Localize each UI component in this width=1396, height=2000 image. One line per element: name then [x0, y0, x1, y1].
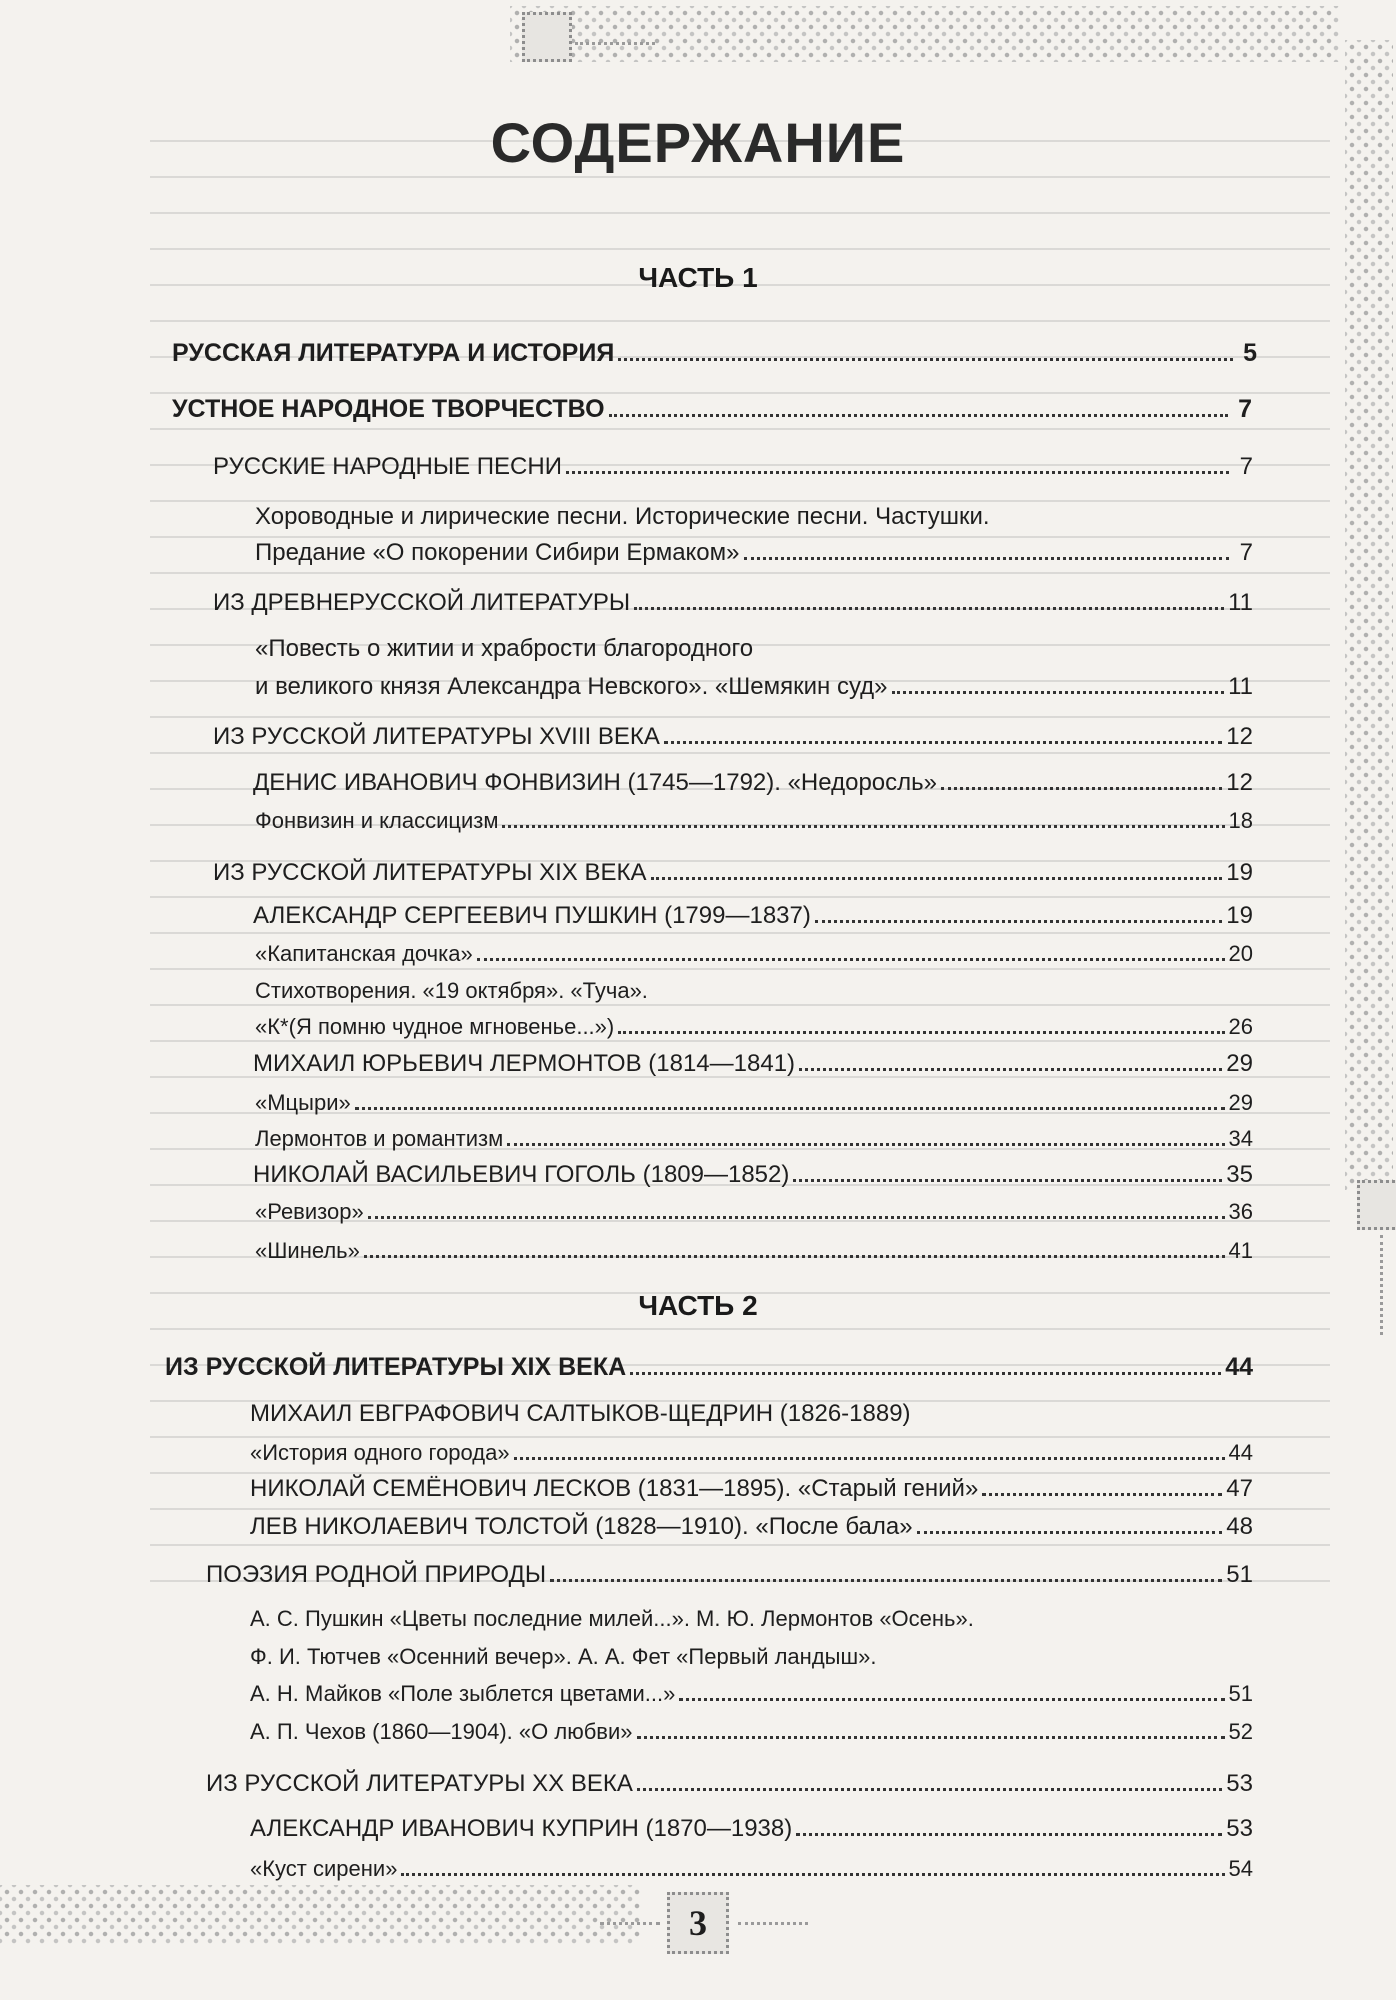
toc-entry: «Мцыри» 29 [255, 1090, 1253, 1115]
toc-entry: ИЗ РУССКОЙ ЛИТЕРАТУРЫ XIX ВЕКА 19 [213, 859, 1253, 886]
toc-entry: «Капитанская дочка» 20 [255, 941, 1253, 966]
page-number [667, 1892, 729, 1954]
toc-entry: А. П. Чехов (1860—1904). «О любви» 52 [250, 1719, 1253, 1744]
toc-entry: «Шинель» 41 [255, 1238, 1253, 1263]
toc-entry: НИКОЛАЙ ВАСИЛЬЕВИЧ ГОГОЛЬ (1809—1852) 35 [253, 1161, 1253, 1188]
toc-entry: Фонвизин и классицизм 18 [255, 808, 1253, 833]
toc-entry: ИЗ РУССКОЙ ЛИТЕРАТУРЫ XX ВЕКА 53 [206, 1770, 1253, 1797]
toc-entry-text: «Повесть о житии и храбрости благородного [255, 635, 754, 662]
toc-entry: ЛЕВ НИКОЛАЕВИЧ ТОЛСТОЙ (1828—1910). «После бала» 48 [250, 1513, 1253, 1540]
page-number-text: 3 [689, 1903, 707, 1943]
toc-entry: Лермонтов и романтизм 34 [255, 1126, 1253, 1151]
toc-entry: ИЗ ДРЕВНЕРУССКОЙ ЛИТЕРАТУРЫ 11 [213, 589, 1253, 616]
ornament-top [510, 6, 1340, 62]
page-title: СОДЕРЖАНИЕ [490, 111, 906, 174]
ornament-bottom [0, 1885, 640, 1945]
ornament-square-right [1357, 1180, 1396, 1230]
toc-entry-text: А. С. Пушкин «Цветы последние милей...». М. Ю. Лермонтов «Осень». [250, 1606, 974, 1631]
ornament-dotted-line [600, 1922, 660, 1925]
toc-entry-text: Хороводные и лирические песни. Исторические песни. Частушки. [255, 503, 990, 530]
toc-entry: «Куст сирени» 54 [250, 1856, 1253, 1881]
part-1-heading: ЧАСТЬ 1 [638, 262, 758, 293]
toc-entry: РУССКАЯ ЛИТЕРАТУРА И ИСТОРИЯ 5 [172, 339, 1257, 367]
toc-entry-text: Ф. И. Тютчев «Осенний вечер». А. А. Фет «Первый ландыш». [250, 1644, 877, 1669]
toc-entry: ПОЭЗИЯ РОДНОЙ ПРИРОДЫ 51 [206, 1561, 1253, 1588]
toc-entry-text: Стихотворения. «19 октября». «Туча». [255, 978, 648, 1003]
toc-entry: АЛЕКСАНДР ИВАНОВИЧ КУПРИН (1870—1938) 53 [250, 1815, 1253, 1842]
toc-entry: ИЗ РУССКОЙ ЛИТЕРАТУРЫ XVIII ВЕКА 12 [213, 723, 1253, 750]
toc-entry: «История одного города» 44 [250, 1440, 1253, 1465]
toc-entry: ИЗ РУССКОЙ ЛИТЕРАТУРЫ XIX ВЕКА 44 [165, 1353, 1253, 1381]
toc-entry: АЛЕКСАНДР СЕРГЕЕВИЧ ПУШКИН (1799—1837) 19 [253, 902, 1253, 929]
toc-entry: УСТНОЕ НАРОДНОЕ ТВОРЧЕСТВО 7 [172, 395, 1252, 423]
ornament-square-top [522, 12, 572, 62]
toc-entry-text: МИХАИЛ ЕВГРАФОВИЧ САЛТЫКОВ-ЩЕДРИН (1826-1889) [250, 1400, 911, 1427]
part-2-heading: ЧАСТЬ 2 [638, 1290, 758, 1321]
toc-entry: РУССКИЕ НАРОДНЫЕ ПЕСНИ 7 [213, 453, 1253, 480]
ornament-dotted-line [738, 1922, 808, 1925]
ornament-dotted-line [575, 42, 655, 45]
toc-entry: «К*(Я помню чудное мгновенье...») 26 [255, 1014, 1253, 1039]
ornament-right [1345, 40, 1393, 1190]
toc-entry: МИХАИЛ ЮРЬЕВИЧ ЛЕРМОНТОВ (1814—1841) 29 [253, 1050, 1253, 1077]
toc-entry: Предание «О покорении Сибири Ермаком» 7 [255, 539, 1253, 566]
toc-entry: НИКОЛАЙ СЕМЁНОВИЧ ЛЕСКОВ (1831—1895). «Старый гений» 47 [250, 1475, 1253, 1502]
toc-entry: ДЕНИС ИВАНОВИЧ ФОНВИЗИН (1745—1792). «Недоросль» 12 [253, 769, 1253, 796]
toc-entry: А. Н. Майков «Поле зыблется цветами...» 51 [250, 1681, 1253, 1706]
toc-entry: «Ревизор» 36 [255, 1199, 1253, 1224]
toc-entry: и великого князя Александра Невского». «Шемякин суд» 11 [255, 673, 1253, 700]
